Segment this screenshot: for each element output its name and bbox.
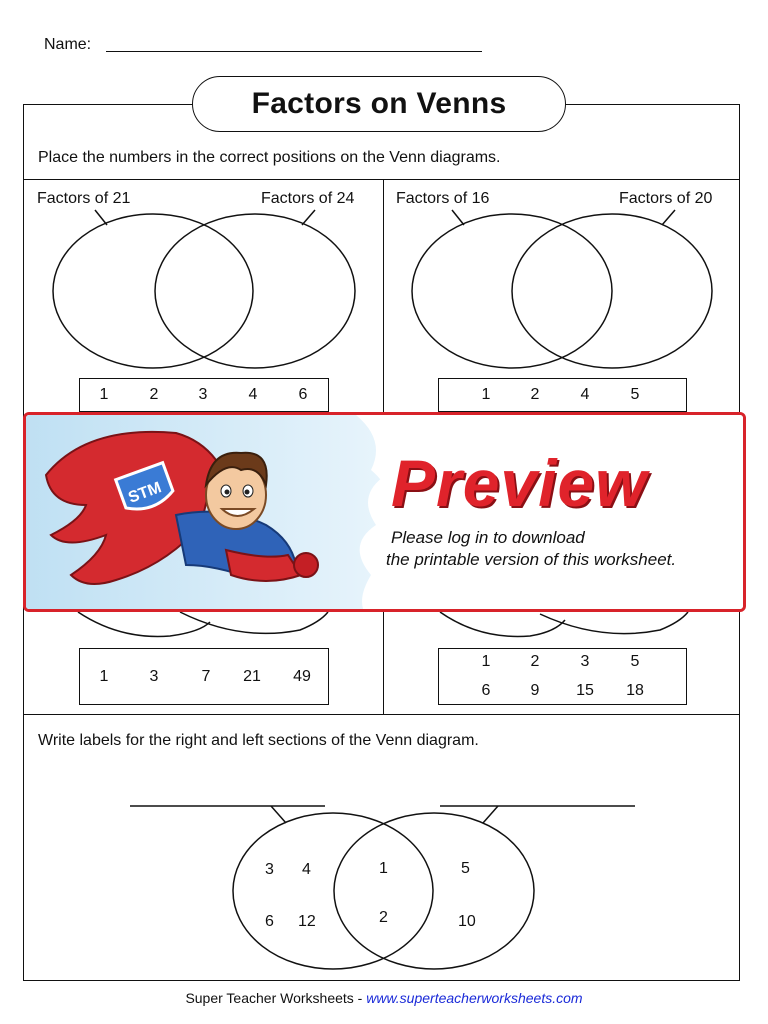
- number-chip: 15: [576, 682, 594, 699]
- number-chip: 1: [99, 386, 109, 403]
- venn-number: 6: [265, 913, 274, 930]
- number-chip: 4: [248, 386, 258, 403]
- instruction-bottom: Write labels for the right and left sections of the Venn diagram.: [38, 732, 479, 749]
- venn-number: 2: [379, 909, 388, 926]
- name-label: Name:: [44, 36, 92, 53]
- number-chip: 49: [293, 668, 311, 685]
- instruction-top: Place the numbers in the correct positions on the Venn diagrams.: [38, 149, 501, 166]
- number-chip: 1: [481, 653, 491, 670]
- venn-number: 3: [265, 861, 274, 878]
- venn-number: 5: [461, 860, 470, 877]
- number-chip: 5: [630, 653, 640, 670]
- footer-link[interactable]: www.superteacherworksheets.com: [366, 990, 583, 1006]
- preview-message-line1: Please log in to download: [391, 528, 585, 547]
- venn-number: 10: [458, 913, 476, 930]
- number-chip: 9: [530, 682, 540, 699]
- number-chip: 3: [149, 668, 159, 685]
- venn-number: 12: [298, 913, 316, 930]
- number-chip: 2: [530, 653, 540, 670]
- footer: [0, 990, 768, 1006]
- venn1-right-label: Factors of 24: [261, 190, 355, 207]
- number-chip: 1: [481, 386, 491, 403]
- number-chip: 18: [626, 682, 644, 699]
- venn-number: 4: [302, 861, 311, 878]
- number-chip: 3: [198, 386, 208, 403]
- number-chip: 6: [481, 682, 491, 699]
- number-chip: 7: [201, 668, 211, 685]
- venn2-left-label: Factors of 16: [396, 190, 490, 207]
- preview-title: Preview: [391, 446, 648, 520]
- number-chip: 3: [580, 653, 590, 670]
- number-chip: 1: [99, 668, 109, 685]
- number-chip: 5: [630, 386, 640, 403]
- footer-text: Super Teacher Worksheets -: [185, 990, 367, 1006]
- number-chip: 21: [243, 668, 261, 685]
- number-chip: 2: [149, 386, 159, 403]
- venn2-right-label: Factors of 20: [619, 190, 713, 207]
- page-title: Factors on Venns: [192, 76, 566, 132]
- mascot-badge-text: STM: [126, 479, 164, 507]
- venn1-left-label: Factors of 21: [37, 190, 131, 207]
- venn-number: 1: [379, 860, 388, 877]
- preview-message-line2: the printable version of this worksheet.: [386, 550, 677, 569]
- number-chip: 4: [580, 386, 590, 403]
- number-chip: 6: [298, 386, 308, 403]
- number-chip: 2: [530, 386, 540, 403]
